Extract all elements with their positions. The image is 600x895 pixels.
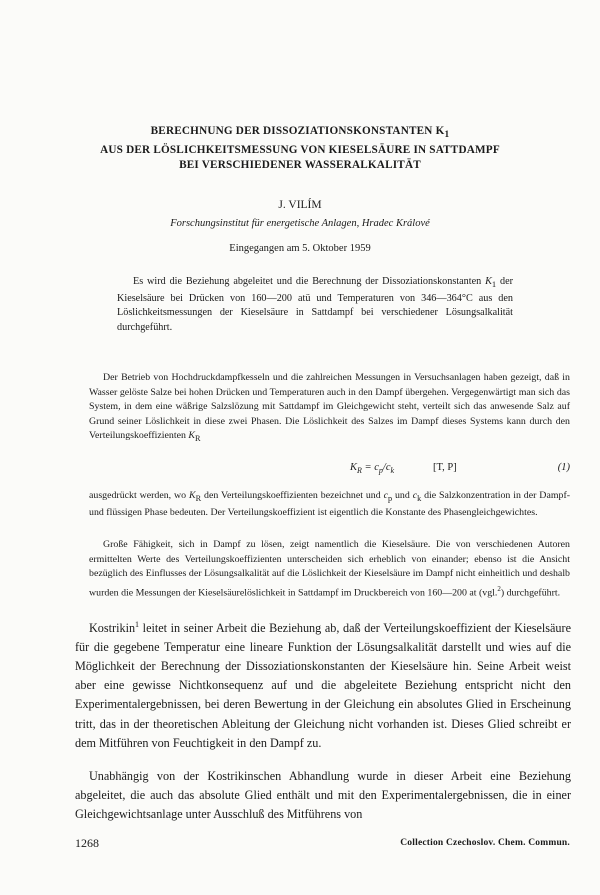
page-number: 1268 <box>75 836 99 850</box>
paragraph-intro: Der Betrieb von Hochdruckdampfkesseln und die zahlreichen Messungen in Versuchsanlagen haben gezeigt, daß in Wasser gelöste Salze bei hohen Drücken und Temperaturen auch in den Dampf übergehen. Vergegenwärtigt man sich das System, in dem eine wäßrige Salzslözung mit Sattdampf im Gleichgewicht steht, verteilt sich das anwesende Salz auf Grund seiner Löslichkeit in diese zwei Phasen. Die Löslichkeit des Salzes im Dampf dieses Systems kann durch den Verteilungskoeffizienten $K_R$ <box>89 372 570 443</box>
author: J. VILÍM <box>278 199 322 211</box>
article-title <box>80 124 520 173</box>
title-line-1: BERECHNUNG DER DISSOZIATIONSKONSTANTEN $K_1$ <box>150 125 450 141</box>
equation-body: $K_R = c_p/c_k$ <box>350 462 395 476</box>
paragraph-definition: ausgedrückt werden, wo $K_R$ den Verteilungskoeffizienten bezeichnet und $c_p$ und $c_k$ die Salzkonzentration in der Dampf- und flüssigen Phase bedeuten. Der Verteilungskoeffizient ist eigentlich die Konstante des Phasengleichgewichtes. <box>89 490 571 519</box>
equation-number: (1) <box>557 462 570 473</box>
title-line-3: BEI VERSCHIEDENER WASSERALKALITÄT <box>179 159 421 172</box>
paragraph-independent: Unabhängig von der Kostrikinschen Abhandlung wurde in dieser Arbeit eine Beziehung abgeleitet, die auch das absolute Glied enthält und mit den Experimentalergebnissen, die in einer Gleichgewichtsanlage unter Ausschluß des Mitführens von <box>75 769 571 822</box>
journal-name: Collection Czechoslov. Chem. Commun. <box>400 838 570 848</box>
paragraph-silica: Große Fähigkeit, sich in Dampf zu lösen, zeigt namentlich die Kieselsäure. Die von verschiedenen Autoren ermittelten Werte des Verteilungskoeffizienten unterscheiden sich erheblich von einander; ebenso ist die Ansicht bezüglich des Einflusses der Lösungsalkalität auf die Löslichkeit der Kieselsäure im Dampf nicht einheitlich und deshalb wurden die Messungen der Kieselsäurelöslichkeit in Sattdampf im Druckbereich von 160—200 at (vgl.$^2$) durchgeführt. <box>89 539 570 598</box>
affiliation: Forschungsinstitut für energetische Anlagen, Hradec Králové <box>170 218 430 229</box>
paragraph-kostrikin: Kostrikin$^1$ leitet in seiner Arbeit die Beziehung ab, daß der Verteilungskoeffizient der Kieselsäure für die gegebene Temperatur eine lineare Funktion der Lösungsalkalität darstellt und wies auf die Möglichkeit der Berechnung der Dissoziationskonstanten der Kieselsäure hin. Seine Arbeit weist aber eine gewisse Nichtkonsequenz auf und die abgeleitete Beziehung entspricht nicht den Experimentalergebnissen, bei deren Bewertung in der Gleichung ein absolutes Glied in Erscheinung tritt, das in der theoretischen Ableitung der Gleichung nicht vorhanden ist. Dieses Glied schreibt er dem Mitführen von Feuchtigkeit in den Dampf zu. <box>75 620 571 750</box>
received-date: Eingegangen am 5. Oktober 1959 <box>229 243 371 254</box>
equation-1 <box>89 462 570 478</box>
title-line-2: AUS DER LÖSLICHKEITSMESSUNG VON KIESELSÄURE IN SATTDAMPF <box>100 144 500 157</box>
equation-variables: [T, P] <box>433 462 457 473</box>
abstract: Es wird die Beziehung abgeleitet und die Berechnung der Dissoziationskonstanten $K_1$ der Kieselsäure bei Drücken von 160—200 atü und Temperaturen von 346—364°C aus den Löslichkeitsmessungen der Kieselsäure in Sattdampf bei verschiedener Lösungsalkalität durchgeführt. <box>117 276 513 333</box>
